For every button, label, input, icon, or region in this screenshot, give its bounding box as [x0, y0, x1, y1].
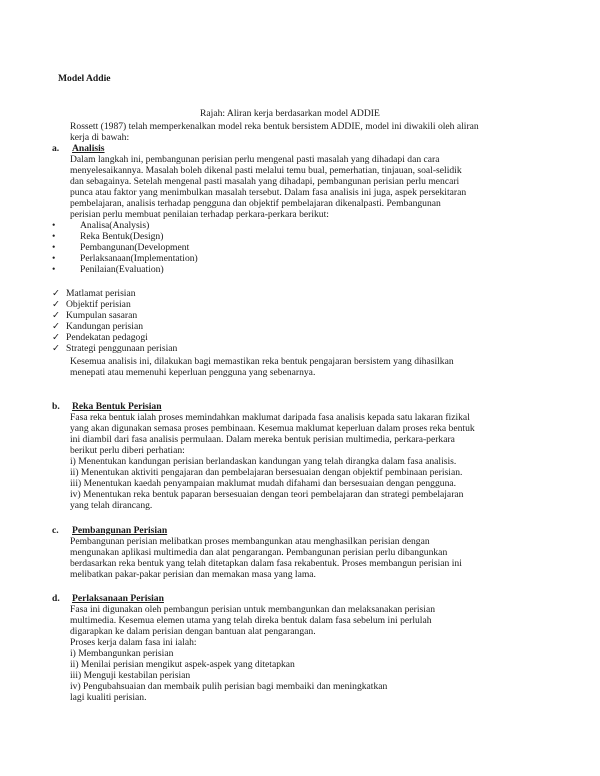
section-c-line: berdasarkan reka bentuk yang telah ditetapkan dalam fasa rekabentuk. Proses membangun perisian ini [70, 558, 462, 569]
section-b-line: ii) Menentukan aktiviti pengajaran dan pembelajaran bersesuaian dengan objektif pembinaan perisian. [70, 467, 463, 478]
section-d-line: Fasa ini digunakan oleh pembangun perisian untuk membangunkan dan melaksanakan perisian [70, 604, 435, 615]
section-b-line: yang telah dirancang. [70, 500, 153, 511]
section-b-line: iii) Menentukan kaedah penyampaian maklumat mudah difahami dan bersesuaian dengan pengguna. [70, 478, 457, 489]
section-c-heading: Pembangunan Perisian [72, 525, 168, 536]
checkmark-icon: ✓ [52, 332, 61, 343]
bullet-icon: • [52, 220, 56, 231]
bullet-item: Reka Bentuk(Design) [80, 231, 164, 242]
section-a-para-line: dan sebagainya. Setelah mengenal pasti masalah yang dihadapi, pembangunan perisian perlu mencari [70, 176, 460, 187]
section-c-line: Pembangunan perisian melibatkan proses membangunkan atau menghasilkan perisian dengan [70, 536, 430, 547]
checkmark-icon: ✓ [52, 299, 61, 310]
section-d-heading: Perlaksanaan Perisian [72, 593, 164, 604]
section-b-heading: Reka Bentuk Perisian [72, 401, 162, 412]
bullet-icon: • [52, 242, 56, 253]
section-a-heading: Analisis [72, 143, 105, 154]
section-d-line: iv) Pengubahsuaian dan membaik pulih perisian bagi membaiki dan meningkatkan [70, 681, 388, 692]
section-b-letter: b. [52, 401, 60, 412]
section-a-para-line: punca atau faktor yang menimbulkan masalah tersebut. Dalam fasa analisis ini juga, aspek persekitaran [70, 187, 467, 198]
figure-caption: Rajah: Aliran kerja berdasarkan model ADDIE [200, 108, 380, 119]
bullet-item: Pembangunan(Development [80, 242, 190, 253]
checkmark-icon: ✓ [52, 321, 61, 332]
section-c-letter: c. [52, 525, 59, 536]
check-item: Pendekatan pedagogi [66, 332, 148, 343]
section-b-line: iv) Menentukan reka bentuk paparan bersesuaian dengan teori pembelajaran dan strategi pembelajaran [70, 489, 464, 500]
bullet-icon: • [52, 231, 56, 242]
section-b-line: ini diambil dari fasa analisis permulaan. Dalam mereka bentuk perisian multimedia, perkara-perkara [70, 434, 455, 445]
intro-line: kerja di bawah: [70, 132, 130, 143]
section-b-line: yang akan digunakan semasa proses pembinaan. Kesemua maklumat keperluan dalam proses reka bentuk [70, 423, 475, 434]
section-a-para-line: perisian perlu membuat penilaian terhadap perkara-perkara berikut: [70, 209, 329, 220]
section-d-line: i) Membangunkan perisian [70, 648, 174, 659]
section-c-line: melibatkan pakar-pakar perisian dan memakan masa yang lama. [70, 569, 316, 580]
section-a-letter: a. [52, 143, 60, 154]
check-item: Matlamat perisian [66, 288, 136, 299]
section-a-para-line: pembelajaran, analisis terhadap pengguna dan objektif pembelajaran dikenalpasti. Pembangunan [70, 198, 441, 209]
section-d-line: digarapkan ke dalam perisian dengan bantuan alat pengarangan. [70, 626, 316, 637]
check-item: Kumpulan sasaran [66, 310, 138, 321]
section-a-closing-line: Kesemua analisis ini, dilakukan bagi memastikan reka bentuk pengajaran bersistem yang dihasilkan [70, 356, 454, 367]
bullet-item: Perlaksanaan(Implementation) [80, 253, 198, 264]
section-b-line: Fasa reka bentuk ialah proses memindahkan maklumat daripada fasa analisis kepada satu lakaran fizikal [70, 412, 470, 423]
checkmark-icon: ✓ [52, 288, 61, 299]
section-d-line: lagi kualiti perisian. [70, 692, 147, 703]
section-d-line: iii) Menguji kestabilan perisian [70, 670, 191, 681]
document-title: Model Addie [58, 73, 111, 84]
section-a-para-line: Dalam langkah ini, pembangunan perisian perlu mengenal pasti masalah yang dihadapi dan cara [70, 154, 440, 165]
section-d-line: ii) Menilai perisian mengikut aspek-aspek yang ditetapkan [70, 659, 295, 670]
section-a-para-line: menyelesaikannya. Masalah boleh dikenal pasti melalui temu bual, pemerhatian, tinjauan, soal-selidik [70, 165, 462, 176]
check-item: Objektif perisian [66, 299, 131, 310]
section-d-letter: d. [52, 593, 60, 604]
bullet-icon: • [52, 264, 56, 275]
check-item: Kandungan perisian [66, 321, 143, 332]
bullet-icon: • [52, 253, 56, 264]
section-a-closing-line: menepati atau memenuhi keperluan pengguna yang sebenarnya. [70, 367, 316, 378]
bullet-item: Penilaian(Evaluation) [80, 264, 164, 275]
check-item: Strategi penggunaan perisian [66, 343, 178, 354]
checkmark-icon: ✓ [52, 310, 61, 321]
intro-line: Rossett (1987) telah memperkenalkan model reka bentuk bersistem ADDIE, model ini diwakili oleh aliran [70, 121, 479, 132]
section-b-line: berikut perlu diberi perhatian: [70, 445, 185, 456]
section-b-line: i) Menentukan kandungan perisian berlandaskan kandungan yang telah dirangka dalam fasa analisis. [70, 456, 457, 467]
checkmark-icon: ✓ [52, 343, 61, 354]
section-d-line: multimedia. Kesemua elemen utama yang telah direka bentuk dalam fasa sebelum ini perlulah [70, 615, 432, 626]
bullet-item: Analisa(Analysis) [80, 220, 150, 231]
section-c-line: mengunakan aplikasi multimedia dan alat pengarangan. Pembangunan perisian perlu dibangunkan [70, 547, 448, 558]
section-d-line: Proses kerja dalam fasa ini ialah: [70, 637, 197, 648]
